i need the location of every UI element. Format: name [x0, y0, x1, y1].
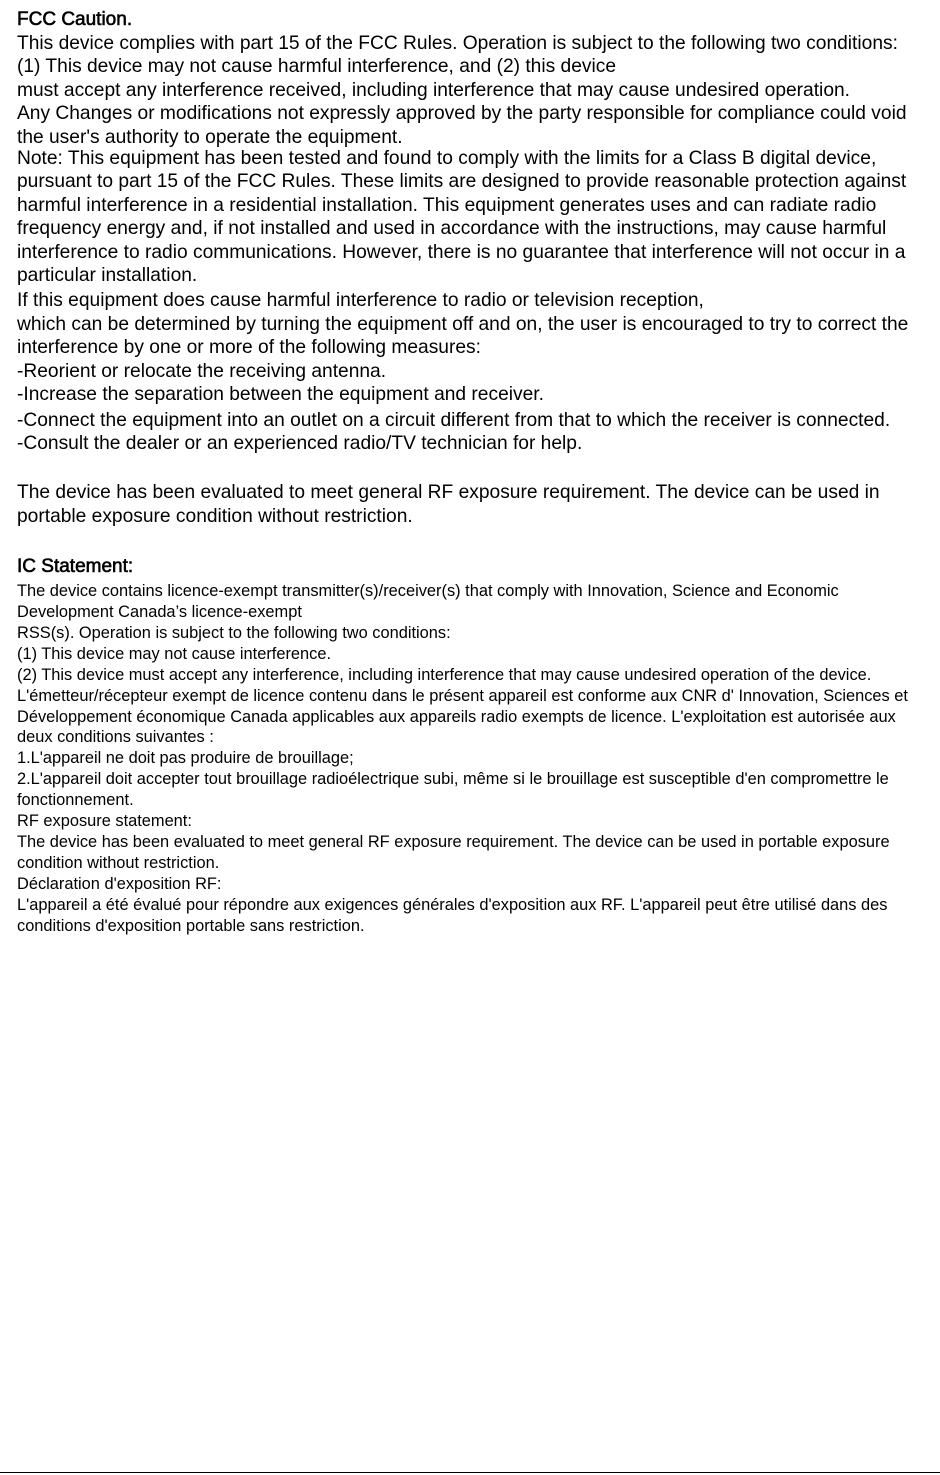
fcc-measure-consult-dealer: -Consult the dealer or an experienced radio/TV technician for help.	[17, 432, 583, 454]
ic-rf-exposure-paragraph: The device has been evaluated to meet general RF exposure requirement. The device can be used in portable exposure condition without restriction.	[17, 833, 890, 872]
fcc-measure-increase-separation: -Increase the separation between the equipment and receiver.	[17, 384, 544, 406]
ic-french-condition-2: 2.L'appareil doit accepter tout brouillage radioélectrique subi, même si le brouillage est susceptible d'en compromettre le fonctionnement.	[17, 770, 889, 810]
fcc-accept-interference-paragraph: must accept any interference received, including interference that may cause undesired operation.	[17, 79, 850, 101]
ic-section	[17, 555, 922, 936]
fcc-measure-connect-outlet: -Connect the equipment into an outlet on a circuit different from that to which the receiver is connected.	[17, 409, 891, 431]
ic-heading: IC Statement:	[17, 556, 134, 578]
fcc-changes-paragraph: Any Changes or modifications not expressly approved by the party responsible for compliance could void the user's authority to operate the equipment.	[17, 103, 907, 148]
ic-licence-exempt-paragraph: The device contains licence-exempt transmitter(s)/receiver(s) that comply with Innovation, Science and Economic Development Canada’s licence-exempt	[17, 582, 839, 622]
page-bottom-divider	[0, 1472, 940, 1473]
fcc-section	[17, 8, 922, 528]
ic-condition-1: (1) This device may not cause interference.	[17, 644, 331, 663]
fcc-compliance-paragraph: This device complies with part 15 of the FCC Rules. Operation is subject to the following two conditions: (1) This device may not cause harmful interference, and (2) this device	[17, 33, 898, 78]
ic-french-condition-1: 1.L'appareil ne doit pas produire de brouillage;	[17, 749, 354, 768]
ic-french-rf-heading: Déclaration d'exposition RF:	[17, 874, 222, 893]
ic-rss-conditions-paragraph: RSS(s). Operation is subject to the following two conditions:	[17, 623, 451, 642]
fcc-if-interference-paragraph: If this equipment does cause harmful interference to radio or television reception,	[17, 290, 704, 312]
fcc-rf-exposure-paragraph: The device has been evaluated to meet general RF exposure requirement. The device can be used in portable exposure condition without restriction.	[17, 482, 880, 527]
ic-condition-2: (2) This device must accept any interference, including interference that may cause undesired operation of the device.	[17, 665, 872, 684]
fcc-heading: FCC Caution.	[17, 9, 133, 30]
fcc-note-paragraph: Note: This equipment has been tested and found to comply with the limits for a Class B digital device, pursuant to part 15 of the FCC Rules. These limits are designed to provide reasonable protection against harmful interference in a residential installation. This equipment generates uses and can radiate radio frequency energy and, if not installed and used in accordance with the instructions, may cause harmful interference to radio communications. However, there is no guarantee that interference will not occur in a particular installation.	[17, 148, 907, 287]
ic-french-rf-paragraph: L'appareil a été évalué pour répondre aux exigences générales d'exposition aux RF. L'appareil peut être utilisé dans des conditions d'exposition portable sans restriction.	[17, 895, 888, 935]
fcc-measures-intro-paragraph: which can be determined by turning the equipment off and on, the user is encouraged to try to correct the interference by one or more of the following measures:	[17, 313, 909, 359]
ic-french-licence-paragraph: L'émetteur/récepteur exempt de licence contenu dans le présent appareil est conforme aux CNR d' Innovation, Sciences et Développement économique Canada applicables aux appareils radio exempts de licence. L'exploitation est autorisée aux deux conditions suivantes :	[17, 686, 908, 747]
document-page	[17, 8, 922, 937]
ic-rf-exposure-heading: RF exposure statement:	[17, 812, 192, 831]
fcc-measure-reorient: -Reorient or relocate the receiving antenna.	[17, 360, 387, 382]
